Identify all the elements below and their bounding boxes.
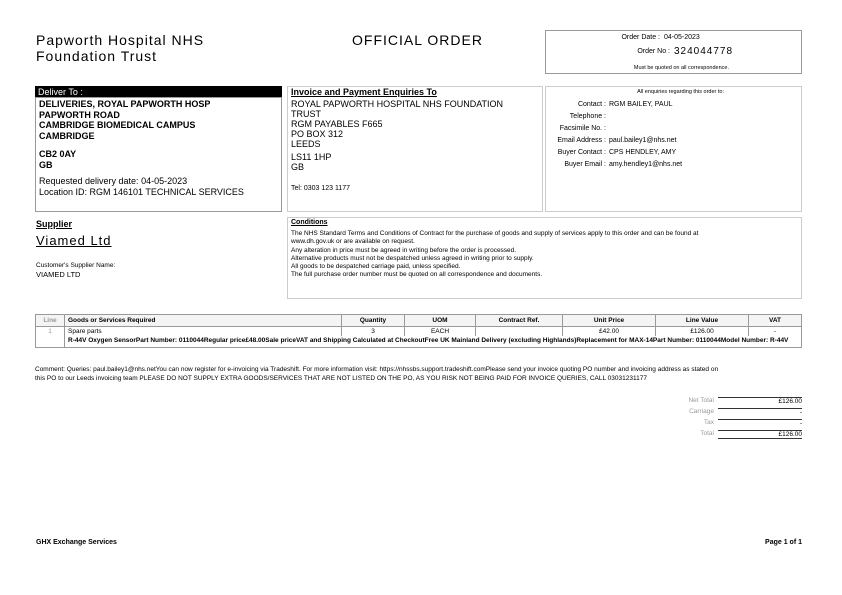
enquiry-label: Facsimile No. :	[559, 125, 606, 132]
col-quantity: Quantity	[342, 315, 405, 327]
enquiry-value: amy.hendley1@nhs.net	[609, 161, 683, 168]
order-number: 324044778	[674, 46, 734, 57]
cell-uom: EACH	[405, 327, 476, 337]
trust-name-line2: Foundation Trust	[36, 48, 158, 64]
condition-line: All goods to be despatched carriage paid, unless specified.	[291, 263, 461, 271]
trust-name-line1: Papworth Hospital NHS	[36, 32, 205, 48]
condition-line: The NHS Standard Terms and Conditions of Contract for the purchase of goods and supply of services apply to this order and can be found at	[291, 230, 699, 237]
address-line: GB	[39, 159, 53, 170]
order-date-label: Order Date :	[621, 34, 660, 41]
address-line: TRUST	[291, 109, 321, 119]
condition-line: Alternative products must not be despatched unless agreed in writing prior to supply.	[291, 254, 534, 262]
enquiry-row	[546, 113, 801, 125]
totals-total	[654, 430, 802, 439]
cell-quantity: 3	[342, 327, 405, 337]
cell-line-value: £126.00	[656, 327, 749, 337]
totals-label: Net Total	[688, 397, 714, 404]
customer-supplier-name: VIAMED LTD	[36, 270, 81, 279]
col-contract-ref: Contract Ref.	[476, 315, 563, 327]
table-header-row	[36, 315, 802, 327]
order-items-table	[35, 314, 802, 348]
col-line-value: Line Value	[656, 315, 749, 327]
col-goods: Goods or Services Required	[65, 315, 342, 327]
invoice-heading: Invoice and Payment Enquiries To	[291, 87, 437, 97]
customer-supplier-label: Customer's Supplier Name:	[36, 262, 116, 269]
enquiry-value: RGM BAILEY, PAUL	[609, 101, 673, 108]
address-line: ROYAL PAPWORTH HOSPITAL NHS FOUNDATION	[291, 99, 504, 109]
totals-label: Tax	[703, 419, 714, 426]
supplier-heading: Supplier	[36, 219, 73, 229]
totals-value: £126.00	[718, 397, 802, 405]
conditions-text	[291, 230, 799, 280]
enquiries-heading: All enquiries regarding this order to:	[637, 89, 724, 95]
address-line: LEEDS	[291, 139, 321, 149]
address-line: LS11 1HP	[291, 152, 332, 162]
col-uom: UOM	[405, 315, 476, 327]
enquiry-label: Contact :	[577, 101, 606, 108]
address-line: PO BOX 312	[291, 129, 344, 139]
totals-value: -	[718, 419, 802, 427]
table-row	[36, 327, 802, 337]
enquiry-row	[546, 125, 801, 137]
invoice-address	[291, 99, 503, 172]
enquiry-row	[546, 149, 801, 161]
document-title: OFFICIAL ORDER	[352, 32, 483, 48]
table-row-detail	[36, 336, 802, 348]
enquiries-list	[546, 101, 801, 173]
condition-line: Any alteration in price must be agreed in writing before the order is processed.	[291, 246, 517, 254]
enquiry-row	[546, 137, 801, 149]
address-line: RGM PAYABLES F665	[291, 119, 383, 129]
page-number: Page 1 of 1	[765, 539, 802, 546]
totals-label: Carriage	[689, 408, 714, 415]
cell-item-detail: R-44V Oxygen SensorPart Number: 0110044Regular price£48.00Sale priceVAT and Shipping Calculated at CheckoutFree UK Mainland Delivery (excluding Highlands)Replacement for MAX-14Part Number: 0110044Model Number: R-44V	[65, 336, 802, 348]
totals-label: Total	[700, 430, 714, 437]
address-line: GB	[291, 162, 305, 172]
totals-value: £126.00	[718, 430, 802, 439]
cell-contract-ref	[476, 327, 563, 337]
order-info-box	[545, 30, 802, 74]
enquiry-label: Email Address :	[557, 137, 606, 144]
address-line: CB2 0AY	[39, 149, 77, 159]
invoice-box	[287, 86, 543, 212]
enquiry-value	[606, 113, 609, 125]
order-date-value: 04-05-2023	[664, 34, 700, 41]
conditions-box	[287, 217, 802, 299]
totals-value: -	[718, 408, 802, 416]
condition-line: www.dh.gov.uk or are available on request.	[291, 238, 415, 246]
enquiry-label: Buyer Contact :	[557, 149, 606, 156]
totals-carriage	[654, 408, 802, 416]
deliver-to-heading: Deliver To :	[35, 86, 282, 97]
enquiry-value	[606, 125, 609, 137]
condition-line: The full purchase order number must be quoted on all correspondence and documents.	[291, 271, 543, 279]
order-comment: Comment: Queries: paul.bailey1@nhs.netYou can now register for e-invoicing via Tradeshift. For more information visit: https://nhssbs.support.tradeshift.comPlease send your invoice quoting PO number and invoicing address as stated on this PO to our Leeds invoicing team PLEASE DO NOT SUPPLY EXTRA GOODS/SERVICES THAT ARE NOT LISTED ON THE PO, AS YOU RISK NOT BEING PAID FOR INVOICE QUERIES, CALL 03031231177	[35, 366, 719, 382]
quote-note: Must be quoted on all correspondence.	[633, 65, 729, 71]
footer-left: GHX Exchange Services	[36, 539, 117, 546]
enquiry-value: CPS HENDLEY, AMY	[609, 149, 677, 156]
address-line: PAPWORTH ROAD	[39, 109, 120, 120]
cell-vat: -	[749, 327, 802, 337]
totals-net	[654, 397, 802, 405]
invoice-tel: Tel: 0303 123 1177	[291, 185, 351, 192]
supplier-name: Viamed Ltd	[36, 233, 112, 248]
enquiry-label: Telephone :	[569, 113, 606, 120]
order-no-label: Order No :	[637, 48, 670, 55]
cell-line: 1	[36, 327, 65, 337]
col-line: Line	[36, 315, 65, 327]
enquiry-label: Buyer Email :	[564, 161, 606, 168]
deliver-address	[39, 99, 210, 170]
address-line: CAMBRIDGE	[39, 130, 95, 141]
col-vat: VAT	[749, 315, 802, 327]
enquiry-value: paul.bailey1@nhs.net	[609, 137, 677, 144]
requested-delivery-date: Requested delivery date: 04-05-2023	[39, 176, 188, 186]
col-unit-price: Unit Price	[563, 315, 656, 327]
enquiry-row	[546, 161, 801, 173]
totals-tax	[654, 419, 802, 427]
conditions-heading: Conditions	[291, 219, 328, 226]
cell-unit-price: £42.00	[563, 327, 656, 337]
enquiries-box	[545, 86, 802, 212]
trust-name	[36, 32, 204, 64]
location-id: Location ID: RGM 146101 TECHNICAL SERVICES	[39, 187, 244, 197]
enquiry-row	[546, 101, 801, 113]
address-line: CAMBRIDGE BIOMEDICAL CAMPUS	[39, 120, 196, 130]
cell-goods: Spare parts	[65, 327, 342, 337]
address-line: DELIVERIES, ROYAL PAPWORTH HOSP	[39, 99, 211, 109]
supplier-section	[35, 219, 282, 294]
deliver-to-box	[35, 97, 282, 212]
